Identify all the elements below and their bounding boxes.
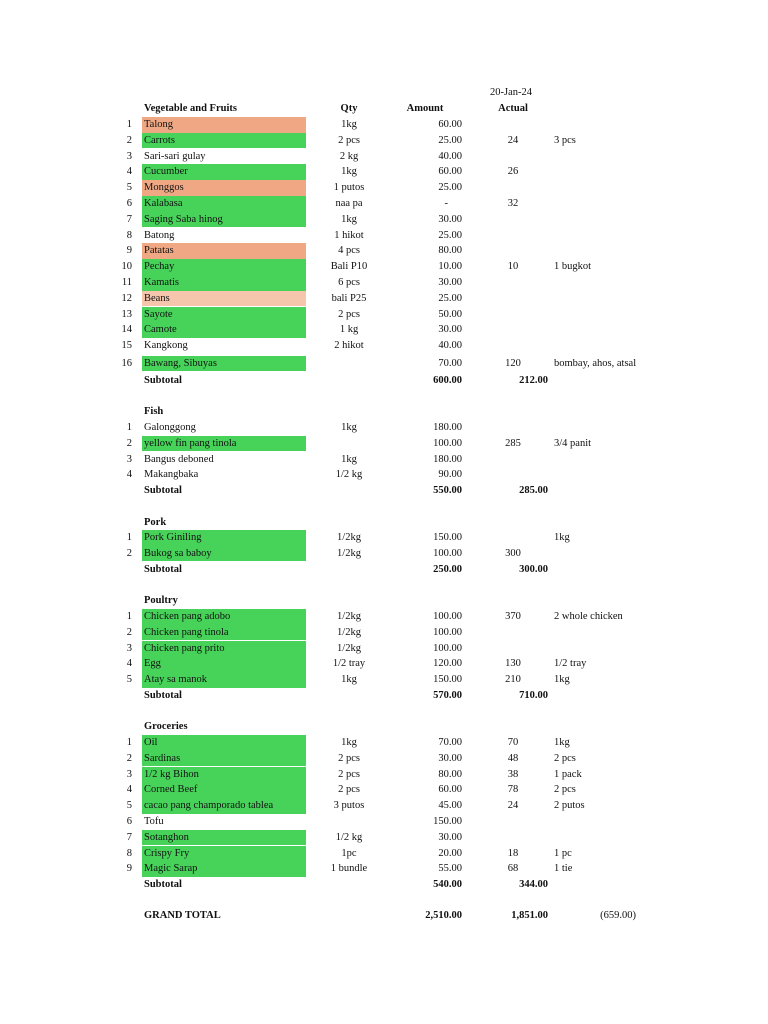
subtotal-amount: 570.00 [433,690,462,701]
list-item [0,530,768,546]
item-name: Kangkong [144,340,188,352]
item-name: yellow fin pang tinola [142,436,306,452]
list-item [0,243,768,259]
item-amount: 150.00 [433,532,462,543]
item-qty: 1kg [341,166,357,178]
list-item [0,307,768,323]
subtotal-label: Subtotal [144,690,182,701]
list-item [0,467,768,483]
item-amount: 30.00 [438,752,462,764]
date-cell: 20-Jan-24 [490,87,532,98]
item-amount: 100.00 [433,547,462,559]
grand-total-difference: (659.00) [600,910,636,921]
item-name: Batong [144,229,175,241]
item-qty: 2 kg [339,150,359,162]
pork-subtotal-row [0,562,768,578]
item-amount: 20.00 [438,847,462,859]
item-actual [478,322,548,338]
item-actual [478,180,548,196]
item-qty [312,814,386,830]
item-qty: 1 kg [339,324,359,336]
item-amount: 80.00 [438,768,462,780]
item-note [554,546,734,562]
subtotal-amount: 550.00 [433,485,462,496]
item-qty: 1/2 kg [335,831,363,843]
item-number: 7 [126,831,132,843]
item-name: Sardinas [142,751,306,767]
item-number: 2 [126,752,132,764]
groceries-subtotal-row [0,877,768,893]
item-name: Bawang, Sibuyas [142,356,306,372]
item-actual: 130 [505,658,521,670]
item-amount: 70.00 [438,357,462,369]
item-amount: 180.00 [433,453,462,465]
item-actual: 70 [507,737,519,748]
item-number: 8 [126,229,132,241]
item-qty: 1/2kg [337,547,361,559]
list-item [0,322,768,338]
item-note: 2 whole chicken [554,611,623,622]
item-actual: 24 [507,800,519,812]
item-note [554,164,734,180]
item-qty: 1kg [341,737,357,748]
item-number: 8 [126,847,132,859]
item-actual: 68 [507,863,519,875]
item-amount: 60.00 [438,119,462,130]
item-note: 3 pcs [554,134,576,146]
item-qty: 1kg [341,453,357,465]
fish-subtotal-row [0,483,768,499]
item-actual [478,149,548,165]
item-name: Sari-sari gulay [144,150,206,162]
item-amount: 180.00 [433,422,462,433]
list-item [0,735,768,751]
item-actual [478,243,548,259]
item-name: Sotanghon [142,830,306,846]
item-note [554,275,734,291]
item-actual [478,814,548,830]
item-number: 3 [126,453,132,465]
item-name: Patatas [142,243,306,259]
item-number: 4 [126,469,132,481]
item-note: 2 putos [554,800,585,812]
item-note: bombay, ahos, atsal [554,357,637,369]
list-item [0,338,768,354]
item-number: 1 [126,119,132,130]
item-qty: 4 pcs [338,245,360,257]
item-note: 1 pc [554,847,572,859]
section-title-poultry: Poultry [144,595,178,606]
item-name: Monggos [142,180,306,196]
vegetables-header: Vegetable and Fruits [144,103,237,114]
item-number: 2 [126,437,132,449]
item-note [554,196,734,212]
item-note [554,228,734,244]
subtotal-label: Subtotal [144,879,182,890]
item-name: Kalabasa [142,196,306,212]
list-item [0,751,768,767]
item-qty: 2 pcs [338,768,360,780]
item-amount: 150.00 [433,816,462,827]
item-name: Sayote [142,307,306,323]
item-name: Chicken pang tinola [142,625,306,641]
item-amount: 150.00 [433,674,462,686]
item-qty: naa pa [335,198,363,209]
item-qty: 1/2 tray [332,658,366,670]
poultry-subtotal-row [0,688,768,704]
item-qty: 1/2kg [337,532,361,543]
item-name: Pechay [142,259,306,275]
item-qty [312,356,386,372]
item-number: 2 [126,626,132,638]
list-item [0,846,768,862]
subtotal-actual: 710.00 [519,690,548,701]
item-actual [478,275,548,291]
item-number: 5 [126,182,132,194]
header-row [0,101,768,117]
item-actual [478,117,548,133]
item-actual [478,307,548,323]
item-number: 1 [126,737,132,748]
item-name: Chicken pang prito [142,641,306,657]
item-name: Corned Beef [142,782,306,798]
item-note: 2 pcs [554,752,576,764]
item-name: Pork Giniling [142,530,306,546]
item-qty: 1/2kg [337,626,361,638]
item-note [554,641,734,657]
item-number: 13 [121,308,132,320]
item-number: 16 [121,357,132,369]
list-item [0,782,768,798]
list-item [0,356,768,372]
item-amount: 10.00 [438,261,462,273]
item-amount: 30.00 [438,213,462,225]
item-amount: 55.00 [438,863,462,875]
section-title-groceries: Groceries [144,721,188,732]
item-amount: 40.00 [438,150,462,162]
item-name: Talong [142,117,306,133]
item-actual [478,228,548,244]
list-item [0,259,768,275]
list-item [0,452,768,468]
item-qty: 2 pcs [338,752,360,764]
item-qty: 2 pcs [338,308,360,320]
item-name: Oil [142,735,306,751]
item-number: 6 [126,816,132,827]
item-note [554,212,734,228]
item-number: 5 [126,800,132,812]
item-amount: 120.00 [433,658,462,670]
item-name: Camote [142,322,306,338]
list-item [0,625,768,641]
item-note [554,467,734,483]
item-actual [478,291,548,307]
item-number: 3 [126,768,132,780]
item-note: 1 pack [554,768,582,780]
item-note [554,243,734,259]
list-item [0,228,768,244]
item-amount: 25.00 [438,292,462,304]
item-qty: 6 pcs [338,277,360,288]
list-item [0,672,768,688]
list-item [0,814,768,830]
item-amount: 60.00 [438,166,462,178]
item-note: 1/2 tray [554,658,587,670]
item-amount: 70.00 [438,737,462,748]
list-item [0,609,768,625]
item-amount: 25.00 [438,182,462,194]
item-number: 14 [121,324,132,336]
item-number: 1 [126,422,132,433]
list-item [0,212,768,228]
list-item [0,546,768,562]
item-qty: bali P25 [331,292,367,304]
item-number: 2 [126,134,132,146]
item-amount: 60.00 [438,784,462,796]
item-amount: 100.00 [433,611,462,622]
item-name: Makangbaka [144,469,199,481]
item-note [554,322,734,338]
subtotal-label: Subtotal [144,485,182,496]
item-actual [478,338,548,354]
subtotal-actual: 285.00 [519,485,548,496]
item-note [554,149,734,165]
item-note: 2 pcs [554,784,576,796]
item-actual [478,641,548,657]
item-name: Magic Sarap [142,861,306,877]
item-qty: 1kg [341,422,357,433]
poultry-title-row [0,593,768,609]
qty-header: Qty [340,103,358,114]
list-item [0,117,768,133]
item-note [554,338,734,354]
list-item [0,196,768,212]
item-number: 1 [126,611,132,622]
item-qty: 2 pcs [338,784,360,796]
item-note: 1kg [554,737,570,748]
item-actual [478,212,548,228]
item-name: Bangus deboned [144,453,214,465]
item-number: 12 [121,292,132,304]
item-number: 3 [126,150,132,162]
item-number: 9 [126,863,132,875]
item-name: Cucumber [142,164,306,180]
item-name: 1/2 kg Bihon [142,767,306,783]
subtotal-label: Subtotal [144,375,182,386]
item-number: 9 [126,245,132,257]
list-item [0,164,768,180]
item-number: 6 [126,198,132,209]
item-name: Egg [142,656,306,672]
item-number: 3 [126,642,132,654]
subtotal-amount: 600.00 [433,375,462,386]
grand-total-label: GRAND TOTAL [144,910,221,921]
item-name: Galonggong [144,422,196,433]
list-item [0,798,768,814]
item-qty: 1 bundle [330,863,368,875]
item-name: Tofu [144,816,164,827]
item-actual: 10 [507,261,519,273]
item-actual [478,530,548,546]
item-note [554,814,734,830]
item-amount: 100.00 [433,626,462,638]
item-actual: 210 [505,674,521,686]
item-number: 2 [126,547,132,559]
item-actual [478,420,548,436]
item-amount: 25.00 [438,229,462,241]
item-actual: 48 [507,752,519,764]
item-note: 1 bugkot [554,261,592,273]
list-item [0,436,768,452]
item-actual: 370 [505,611,521,622]
item-actual: 26 [507,166,519,178]
item-number: 10 [121,261,132,273]
item-number: 15 [121,340,132,352]
item-qty: 1 putos [333,182,365,194]
item-qty: 1 hikot [334,229,364,241]
item-name: cacao pang champorado tablea [142,798,306,814]
item-note [554,452,734,468]
subtotal-actual: 300.00 [519,564,548,575]
item-qty: 1kg [341,213,357,225]
item-actual: 285 [505,437,521,449]
item-note [554,291,734,307]
pork-title-row [0,515,768,531]
item-qty: 1pc [341,847,357,859]
subtotal-actual: 212.00 [519,375,548,386]
item-actual [478,830,548,846]
item-number: 4 [126,784,132,796]
actual-header: Actual [498,103,528,114]
list-item [0,656,768,672]
item-amount: 30.00 [438,277,462,288]
item-number: 1 [126,532,132,543]
item-actual: 24 [507,134,519,146]
item-number: 11 [121,277,132,288]
item-amount: 30.00 [438,831,462,843]
item-amount: 50.00 [438,308,462,320]
item-qty: 1/2kg [337,611,361,622]
grand-total-actual: 1,851.00 [511,910,548,921]
item-note: 1kg [554,674,570,686]
item-name: Chicken pang adobo [142,609,306,625]
item-name: Beans [142,291,306,307]
item-actual [478,625,548,641]
groceries-title-row [0,719,768,735]
item-amount: 25.00 [438,134,462,146]
list-item [0,291,768,307]
item-actual: 32 [507,198,519,209]
vegetables-subtotal-row [0,373,768,389]
item-name: Crispy Fry [142,846,306,862]
list-item [0,830,768,846]
item-qty: 1/2 kg [335,469,363,481]
fish-title-row [0,404,768,420]
item-name: Saging Saba hinog [142,212,306,228]
list-item [0,641,768,657]
subtotal-label: Subtotal [144,564,182,575]
subtotal-actual: 344.00 [519,879,548,890]
section-title-fish: Fish [144,406,164,417]
item-qty: Bali P10 [330,261,368,273]
item-note [554,625,734,641]
amount-header: Amount [406,103,444,114]
item-amount: 100.00 [433,437,462,449]
item-qty: 1kg [341,674,357,686]
item-note [554,420,734,436]
list-item [0,133,768,149]
subtotal-amount: 250.00 [433,564,462,575]
item-note: 3/4 panit [554,437,592,449]
item-amount: - [444,198,448,209]
item-actual: 78 [507,784,519,796]
item-name: Carrots [142,133,306,149]
item-qty: 1/2kg [337,642,361,654]
list-item [0,767,768,783]
list-item [0,861,768,877]
item-actual: 38 [507,768,519,780]
item-number: 4 [126,658,132,670]
item-note [554,180,734,196]
item-amount: 90.00 [438,469,462,481]
item-note [554,117,734,133]
item-name: Atay sa manok [142,672,306,688]
item-qty: 3 putos [333,800,365,812]
item-actual [478,452,548,468]
item-actual: 120 [505,357,521,369]
list-item [0,149,768,165]
item-note [554,307,734,323]
item-note: 1 tie [554,863,573,875]
item-note [554,830,734,846]
item-amount: 45.00 [438,800,462,812]
list-item [0,180,768,196]
item-amount: 40.00 [438,340,462,352]
item-amount: 100.00 [433,642,462,654]
item-number: 7 [126,213,132,225]
item-number: 5 [126,674,132,686]
list-item [0,420,768,436]
item-qty: 2 hikot [334,340,364,352]
grand-total-amount: 2,510.00 [425,910,462,921]
item-actual [478,467,548,483]
item-qty: 1kg [341,119,357,130]
list-item [0,275,768,291]
subtotal-amount: 540.00 [433,879,462,890]
item-actual: 300 [505,547,521,559]
item-amount: 30.00 [438,324,462,336]
item-qty [312,436,386,452]
item-number: 4 [126,166,132,178]
item-name: Kamatis [142,275,306,291]
item-actual: 18 [507,847,519,859]
item-qty: 2 pcs [338,134,360,146]
section-title-pork: Pork [144,517,167,528]
item-note: 1kg [554,532,570,543]
grand-total-row [0,908,768,924]
item-name: Bukog sa baboy [142,546,306,562]
item-amount: 80.00 [438,245,462,257]
